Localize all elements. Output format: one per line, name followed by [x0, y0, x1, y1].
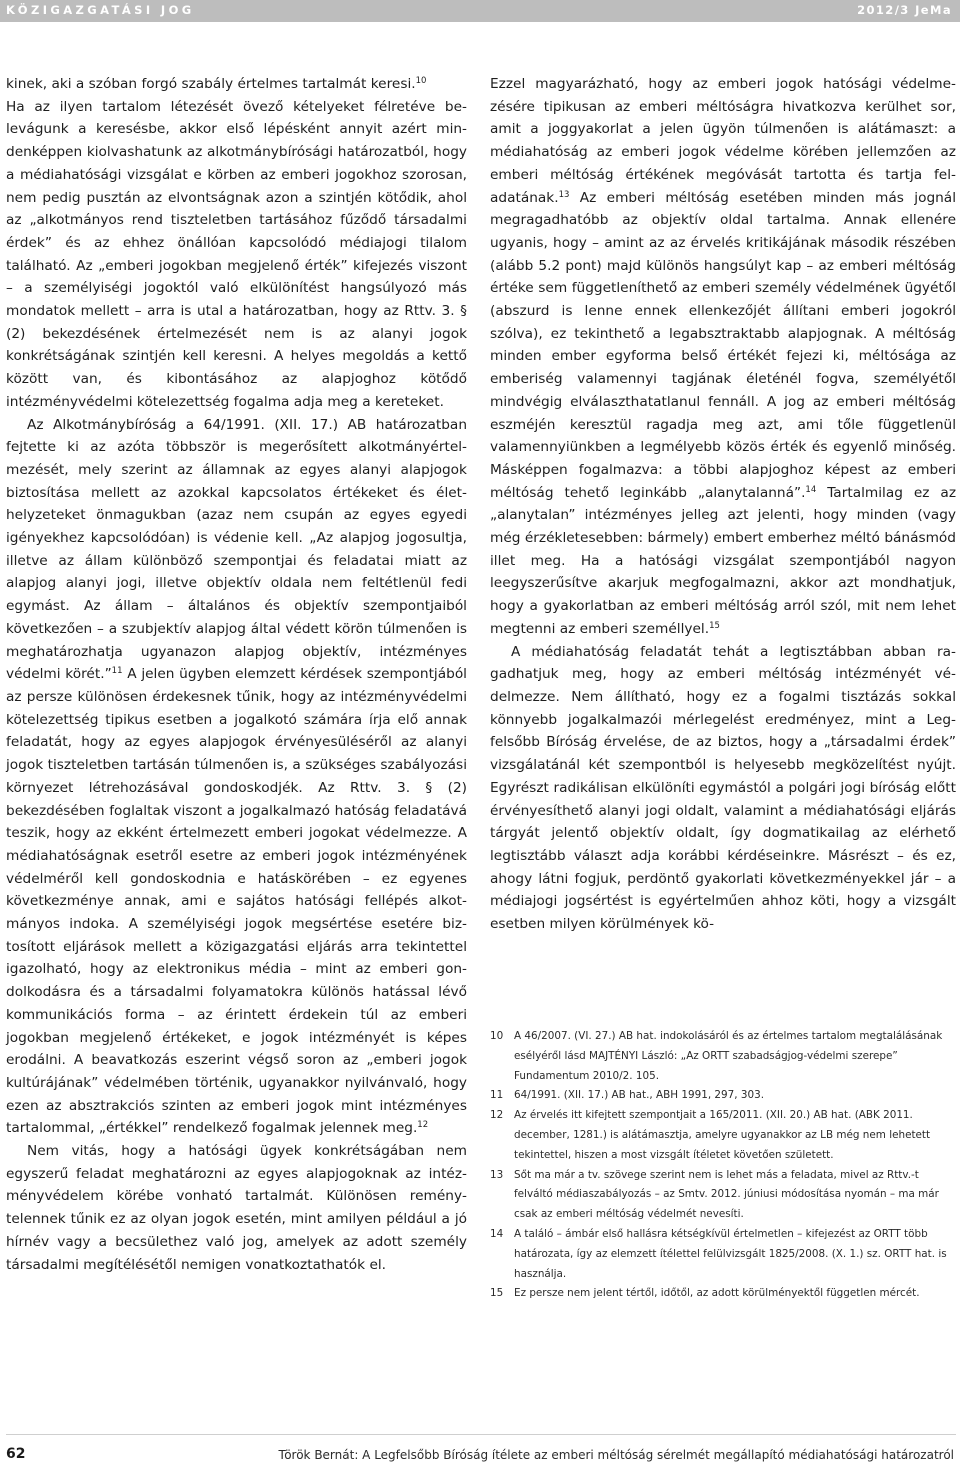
footnote	[490, 1086, 956, 1106]
paragraph-text: Tartalmilag ez az „alanytalan” intézményes jelleg azt jelenti, hogy minden (vagy még érzékletesebben: bármely) embert emberhez méltó bánásmód illet meg. Ha a hatósági vizsgálat szempontjából nagyon leegyszerűsítve akarjuk megfogalmazni, akkor azt mondhatjuk, hogy a gyakorlatban az emberi méltóság arról szól, mit nem lehet megtenni az emberi személlyel.	[490, 484, 956, 637]
footnote	[490, 1027, 956, 1086]
footnote-text: 64/1991. (XII. 17.) AB hat., ABH 1991, 297, 303.	[514, 1089, 765, 1102]
page-number: 62	[6, 1446, 26, 1462]
paragraph-text: Az Alkotmánybíróság a 64/1991. (XII. 17.) AB határozatban fejtette ki az azóta többször is megerősített alkotmányértelmezését, mely szerint az államnak az egyes alanyi alapjogok biztosítása mellett az azokkal kapcsolatos értékeket és élethelyzeteket önmagukban (azaz nem csupán az egyes egyedi igényekhez kapcsolódóan) is védenie kell. „Az alapjog jogosultja, illetve az állam különböző szempontjai és feladatai miatt az alapjog alanyi jogi, illetve objektív oldala nem feltétlenül fedi egymást. Az állam – általános és objektív szempontjaiból következően – a szubjektív alapjog által védett körön túlmenően is meghatározhatja ugyanazon alapjog objektív, intézményes védelmi körét.”	[6, 416, 467, 683]
footnote	[490, 1106, 956, 1165]
paragraph	[6, 1140, 467, 1276]
footnote-text: Sőt ma már a tv. szövege szerint nem is lehet más a feladata, mivel az Rttv.-t felváltó médiaszabályozás – az Smtv. 2012. júniusi módosítása nyomán – ma már csak az emberi méltóság védelmét nevesíti.	[514, 1168, 939, 1221]
paragraph	[6, 96, 467, 414]
paragraph-text: Ezzel magyarázható, hogy az emberi jogok hatósági védelmezésére tipikusan az emberi méltóságra hivatkozva kerülhet sor, amit a joggyakorlat a jelen ügyön túlmenően is alátámaszt: a médiahatóság az emberi jogok védelme körében jellemzően az emberi méltóság értékének megóvását tartotta és tartja feladatának.	[490, 76, 956, 206]
footnote	[490, 1225, 956, 1284]
footnote-text: A 46/2007. (VI. 27.) AB hat. indokolásáról és az értelmes tartalom megtalálásának esélyéről lásd MAJTÉNYI László: „Az ORTT szabadságjog-védelmi szerepe” Fundamentum 2010/2. 105.	[514, 1030, 943, 1082]
running-footer-title: Török Bernát: A Legfelsőbb Bíróság ítélete az emberi méltóság sérelmét megállapító médiahatósági határozatról	[278, 1448, 954, 1462]
paragraph-text: Ha az ilyen tartalom létezését övező kételyeket félretéve belevágunk a keresésbe, akkor első lépésként annyit azért mindenképpen kiolvashatunk az alkotmánybírósági határozatból, hogy a médiahatósági vizsgálat e körben az emberi jogokhoz szorosan, nem pedig pusztán az elvontságnak azon a szintjén kötődik, ahol az „alkotmányos rend tiszteletben tartásához fűződő társadalmi érdek” és az ehhez önállóan kapcsolódó médiajogi tilalom található. Az „emberi jogokban megjelenő érték” kifejezés viszont – a személyiségi jogoktól való elkülönítést hangsúlyozó más mondatok mellett – arra is utal a határozatban, hogy az Rttv. 3. § (2) bekezdésének értelmezését nem is az alanyi jogok konkrétságának szintjén kell keresni. A helyes megoldás a kettő között van, és kibontásához az alapjoghoz kötődő intézményvédelmi kötelezettség fogalma adja meg a kereteket.	[6, 98, 467, 410]
footnote-ref[interactable]: 13	[558, 189, 570, 200]
issue-label: 2012/3 JeMa	[857, 3, 952, 17]
footnote-number: 14	[490, 1227, 504, 1240]
running-header	[0, 0, 960, 22]
footnote-ref[interactable]: 14	[805, 484, 817, 495]
footnote-number: 15	[490, 1287, 504, 1300]
footnote-number: 13	[490, 1168, 504, 1181]
footnote-number: 10	[490, 1030, 504, 1042]
paragraph	[6, 73, 467, 96]
footnote-number: 11	[490, 1089, 504, 1102]
left-column	[6, 73, 467, 1276]
footer-divider	[6, 1434, 956, 1435]
paragraph	[490, 641, 956, 936]
paragraph-text: Nem vitás, hogy a hatósági ügyek konkrétságában nem egyszerű feladat meghatározni az egyes alapjogoknak az intézményvédelem körébe vonható tartalmát. Különösen reménytelennek tűnik ez az olyan jogok esetén, mint amilyen például a jó hírnév vagy a becsülethez való jog, amelyek az adott személy társadalmi megítélésétől nemigen vonatkoztathatók el.	[6, 1143, 467, 1273]
footnote-text: A találó – ámbár első hallásra kétségkívül értelmetlen – kifejezést az ORTT több határozata, így az elemzett ítélettel felülvizsgált 1825/2008. (X. 1.) sz. ORTT hat. is használja.	[514, 1227, 947, 1280]
journal-title: KÖZIGAZGATÁSI JOG	[6, 3, 195, 17]
footnote-text: Ez persze nem jelent tértől, időtől, az adott körülményektől független mércét.	[514, 1287, 920, 1300]
paragraph-text: A médiahatóság feladatát tehát a legtisztábban abban ragadhatjuk meg, hogy az emberi méltóság intézményét védelmezze. Nem állítható, hogy ez a fogalmi tisztázás sokkal könnyebb jogalkalmazói mérlegelést eredményez, mint a Legfelsőbb Bíróság érvelése, de az biztos, hogy a „társadalmi érdek” vizsgálatánál két szempontból is helyesebb megközelítést nyújt. Egyrészt radikálisan elkülöníti egymástól a polgári jogi bíróság előtt érvényesíthető alanyi jogi oldalt, valamint a médiahatósági eljárás tárgyát jelentő objektív oldalt, így dogmatikailag az elérhető legtisztább választ adja korábbi kérdéseinkre. Másrészt – és ez, ahogy látni fogjuk, perdöntő gyakorlati következményekkel jár – a médiajogi jogsértést is egyértelműen ahhoz köti, hogy a vizsgált esetben milyen körülmények kö-	[490, 643, 956, 933]
paragraph-text: kinek, aki a szóban forgó szabály értelmes tartalmát keresi.	[6, 76, 416, 92]
footnote-ref[interactable]: 15	[709, 620, 720, 631]
footnote-number: 12	[490, 1109, 504, 1122]
footnote-ref[interactable]: 10	[415, 76, 427, 86]
paragraph-text: Az emberi méltóság esetében minden más jognál megragadhatóbb az objektív oldal tartalma. Annak ellenére ugyanis, hogy – amint az az érvelés kritikájának második részében (alább 5.2 pont) majd különös hangsúlyt kap – az emberi méltóság értéke sem függetleníthető az emberi személy védelmének ügyétől (abszurd is lenne ennek ellenkezőjét állítani emberi jogokról szólva), ez tekinthető a legabsztraktabb alapjognak. A méltóság minden ember egyforma belső értékét fejezi ki, méltósága az emberiség valamennyi tagjának életénél fogva, személyétől mindvégig elválaszthatatlanul fennáll. A jog az emberi méltóság eszméjén keresztül ragadja meg azt, ami tőle függetlenül valamennyiünkben a legmélyebb közös érték és egyenlő minőség. Másképpen fogalmazva: a többi alapjoghoz képest az emberi méltóság tehető leginkább „alanytalanná”.	[490, 189, 956, 501]
footnote	[490, 1166, 956, 1225]
footnotes	[490, 1027, 956, 1304]
footnote-text: Az érvelés itt kifejtett szempontjait a 165/2011. (XII. 20.) AB hat. (ABK 2011. december, 1281.) is alátámasztja, amelyre ugyanakkor az LB még nem lehetett tekintettel, hiszen a most vizsgált ítéletet követően született.	[514, 1109, 931, 1161]
paragraph-text: A jelen ügyben elemzett kérdések szempontjából az persze különösen érdekesnek tűnik, hogy az intézményvédelmi kötelezettség tipikus esetben a jogalkotó számára írja elő annak feladatát, hogy az egyes alapjogok érvényesüléséről az alanyi jogok tiszteletben tartásán túlmenően is, a szükséges szabályozási környezet létrehozásával gondoskodjék. Az Rttv. 3. § (2) bekezdésében foglaltak viszont a jogalkalmazó hatóság feladatává teszik, hogy az ekként értelmezett emberi jogokat védelmezze. A médiahatóságnak esetről esetre az emberi jogok intézményének védelméről kell gondoskodnia e hatáskörében – ez egyenes következménye annak, ami e sajátos hatósági fellépés alkotmányos indoka. A személyiségi jogok megsértése esetére biztosított eljárások mellett a közigazgatási eljárás arra tekintettel igazolható, hogy az elektronikus média – mint az emberi gondolkodásra és a társadalmi folyamatokra különös hatással lévő kommunikációs forma – az érintett érdekein túl az emberi jogokban megjelenő értékeket, e jogok intézményét is képes erodálni. A beavatkozás eszerint végső soron az „emberi jogok kultúrájának” védelmében történik, ugyanakkor nyilvánvaló, hogy ezen az absztrakciós szinten az emberi jogok mint intézményes tartalommal, „értékkel” rendelkező fogalmak jelennek meg.	[6, 666, 467, 1137]
footnote-ref[interactable]: 12	[417, 1120, 429, 1131]
paragraph	[490, 73, 956, 641]
right-column	[490, 73, 956, 936]
footnote-ref[interactable]: 11	[111, 666, 123, 677]
paragraph	[6, 414, 467, 1141]
footnote	[490, 1284, 956, 1304]
